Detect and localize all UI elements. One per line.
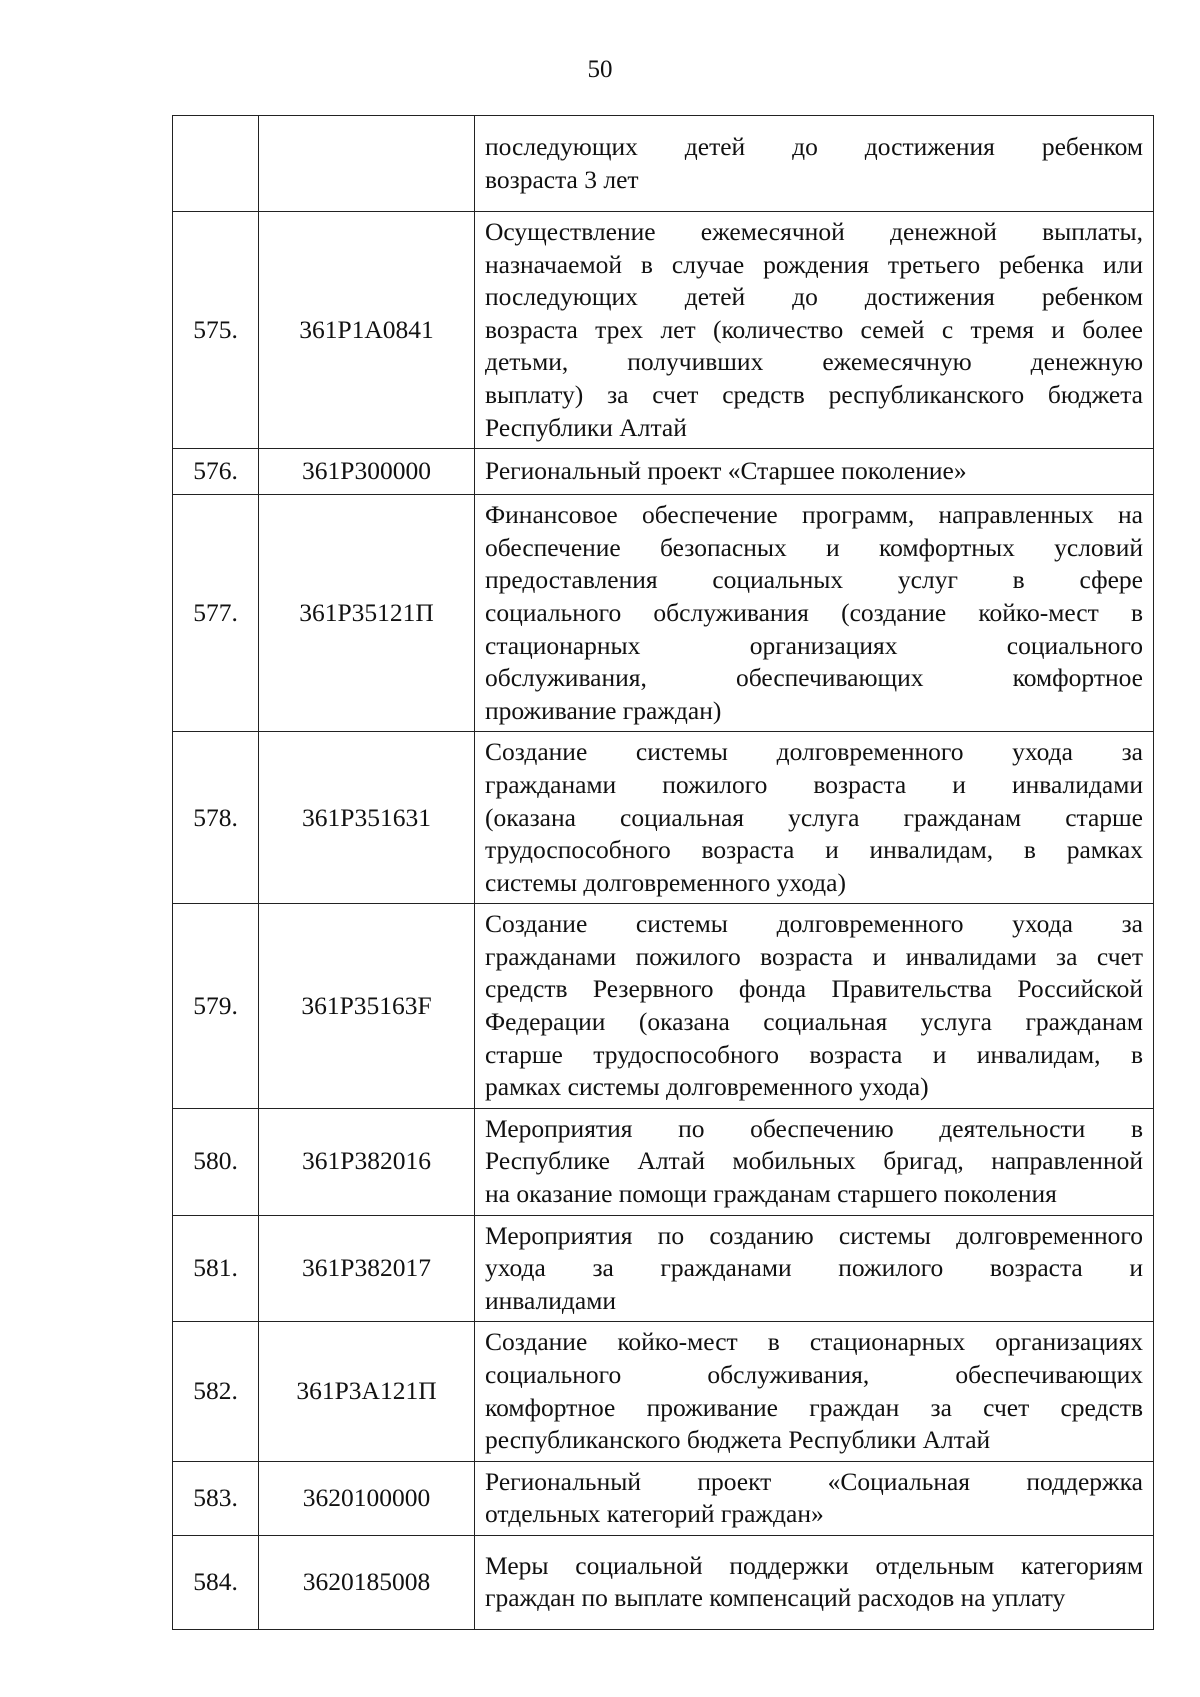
row-number-cell: 579. [173, 904, 259, 1109]
table-row [173, 904, 1154, 1109]
code-cell [259, 116, 475, 212]
description-line: ухода за гражданами пожилого возраста и [485, 1253, 1143, 1283]
row-number-cell: 581. [173, 1215, 259, 1322]
description-line: рамках системы долговременного ухода) [485, 1072, 929, 1102]
description-line: отдельных категорий граждан» [485, 1499, 824, 1529]
description-line: на оказание помощи гражданам старшего поколения [485, 1179, 1057, 1209]
description-cell [475, 904, 1154, 1109]
table-row [173, 1461, 1154, 1535]
table-row [173, 212, 1154, 449]
row-number-cell: 575. [173, 212, 259, 449]
description-line: гражданами пожилого возраста и инвалидами [485, 769, 1143, 799]
description-line: средств Резервного фонда Правительства Российской [485, 974, 1143, 1004]
description-line: Осуществление ежемесячной денежной выплаты, [485, 217, 1143, 246]
table-row [173, 116, 1154, 212]
description-line: гражданами пожилого возраста и инвалидами за счет [485, 941, 1143, 971]
description-line: Финансовое обеспечение программ, направленных на [485, 500, 1143, 530]
description-line: обслуживания, обеспечивающих комфортное [485, 663, 1143, 693]
description-cell [475, 1535, 1154, 1629]
description-line: Федерации (оказана социальная услуга гражданам [485, 1007, 1143, 1037]
description-line: (оказана социальная услуга гражданам старше [485, 802, 1143, 832]
description-line: назначаемой в случае рождения третьего ребенка или [485, 249, 1143, 279]
description-line: комфортное проживание граждан за счет средств [485, 1392, 1143, 1422]
code-cell: 361P300000 [259, 449, 475, 495]
table-row [173, 732, 1154, 904]
table-row [173, 449, 1154, 495]
row-number-cell: 582. [173, 1322, 259, 1461]
code-cell: 361P351631 [259, 732, 475, 904]
description-line: Республики Алтай [485, 412, 687, 442]
description-line: Региональный проект «Социальная поддержка [485, 1466, 1143, 1496]
description-line: Региональный проект «Старшее поколение» [485, 456, 967, 486]
description-line: Создание системы долговременного ухода за [485, 737, 1143, 767]
description-line: старше трудоспособного возраста и инвалидам, в [485, 1039, 1143, 1069]
description-line: обеспечение безопасных и комфортных условий [485, 532, 1143, 562]
code-cell: 361P3A121П [259, 1322, 475, 1461]
description-cell [475, 732, 1154, 904]
row-number-cell [173, 116, 259, 212]
description-line: предоставления социальных услуг в сфере [485, 565, 1143, 595]
description-line: выплату) за счет средств республиканского бюджета [485, 379, 1143, 409]
code-cell: 3620185008 [259, 1535, 475, 1629]
description-cell [475, 1108, 1154, 1215]
description-line: последующих детей до достижения ребенком [485, 282, 1143, 312]
description-cell [475, 212, 1154, 449]
page-number: 50 [587, 56, 613, 83]
description-line: детьми, получивших ежемесячную денежную [485, 347, 1143, 377]
description-line: возраста трех лет (количество семей с тремя и более [485, 314, 1143, 344]
description-line: инвалидами [485, 1285, 616, 1315]
code-cell: 361P382016 [259, 1108, 475, 1215]
code-cell: 361P35121П [259, 495, 475, 732]
description-line: Мероприятия по созданию системы долговременного [485, 1220, 1143, 1250]
description-cell [475, 1322, 1154, 1461]
table-row [173, 1108, 1154, 1215]
row-number-cell: 576. [173, 449, 259, 495]
description-line: трудоспособного возраста и инвалидам, в рамках [485, 835, 1143, 865]
description-line: республиканского бюджета Республики Алтай [485, 1425, 991, 1455]
code-cell: 361P382017 [259, 1215, 475, 1322]
code-cell: 361P1A0841 [259, 212, 475, 449]
table-body [173, 116, 1154, 1630]
description-line: последующих детей до достижения ребенком [485, 131, 1143, 161]
description-line: возраста 3 лет [485, 164, 639, 194]
row-number-cell: 577. [173, 495, 259, 732]
description-cell [475, 116, 1154, 212]
description-cell [475, 1461, 1154, 1535]
description-line: Создание койко-мест в стационарных организациях [485, 1327, 1143, 1357]
table-row [173, 1322, 1154, 1461]
description-line: проживание граждан) [485, 695, 722, 725]
table-row [173, 495, 1154, 732]
description-line: системы долговременного ухода) [485, 867, 846, 897]
table-row [173, 1535, 1154, 1629]
description-line: Республике Алтай мобильных бригад, направленной [485, 1146, 1143, 1176]
description-cell [475, 495, 1154, 732]
description-line: социального обслуживания, обеспечивающих [485, 1360, 1143, 1389]
budget-classification-table [172, 115, 1154, 1630]
row-number-cell: 578. [173, 732, 259, 904]
row-number-cell: 584. [173, 1535, 259, 1629]
row-number-cell: 580. [173, 1108, 259, 1215]
table-row [173, 1215, 1154, 1322]
description-line: Мероприятия по обеспечению деятельности в [485, 1113, 1143, 1143]
description-line: Меры социальной поддержки отдельным категориям [485, 1550, 1143, 1580]
description-line: граждан по выплате компенсаций расходов на уплату [485, 1583, 1066, 1613]
description-cell [475, 1215, 1154, 1322]
row-number-cell: 583. [173, 1461, 259, 1535]
description-line: стационарных организациях социального [485, 630, 1143, 660]
description-line: Создание системы долговременного ухода за [485, 909, 1143, 939]
description-cell [475, 449, 1154, 495]
description-line: социального обслуживания (создание койко-мест в [485, 597, 1143, 627]
code-cell: 3620100000 [259, 1461, 475, 1535]
code-cell: 361P35163F [259, 904, 475, 1109]
